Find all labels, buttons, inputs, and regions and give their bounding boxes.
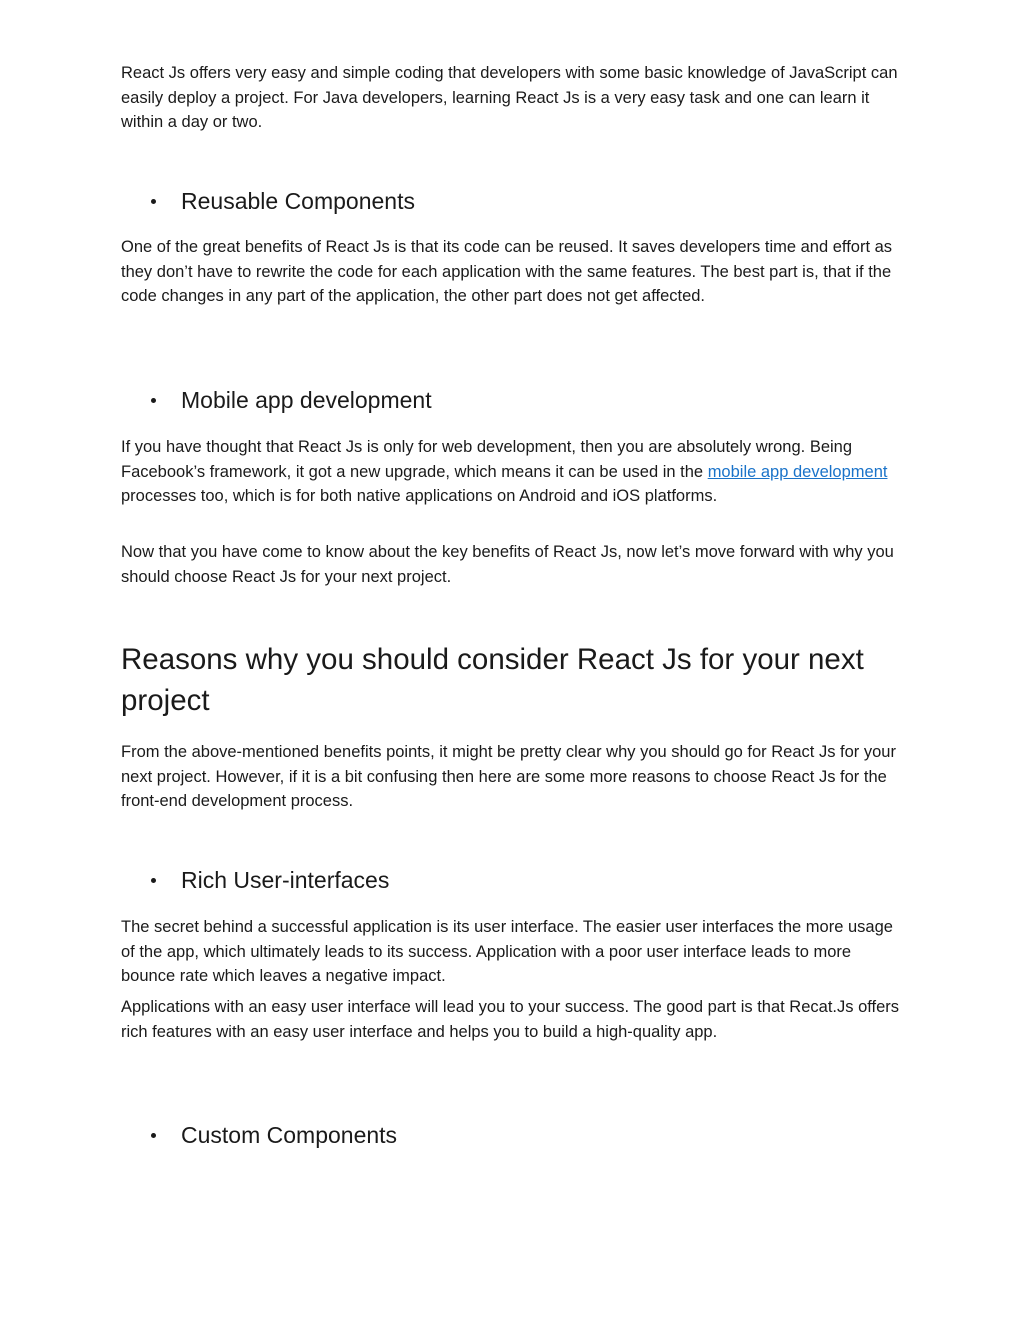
intro-paragraph: React Js offers very easy and simple coding that developers with some basic knowledge of JavaScript can easily deploy a project. For Java developers, learning React Js is a very easy task and one can learn it within a day or two. bbox=[121, 64, 898, 132]
transition-paragraph: Now that you have come to know about the key benefits of React Js, now let’s move forward with why you should choose React Js for your next project. bbox=[121, 543, 894, 586]
mobile-paragraph-text-end: processes too, which is for both native applications on Android and iOS platforms. bbox=[121, 487, 718, 506]
bullet-label: Rich User-interfaces bbox=[181, 867, 390, 893]
reasons-paragraph: From the above-mentioned benefits points, it might be pretty clear why you should go for React Js for your next project. However, if it is a bit confusing then here are some more reasons to choose React Js for the front-end development process. bbox=[121, 743, 896, 811]
bullet-label: Mobile app development bbox=[181, 387, 432, 413]
bullet-dot-icon bbox=[151, 878, 156, 883]
mobile-paragraph bbox=[121, 435, 906, 509]
bullet-label: Reusable Components bbox=[181, 188, 415, 214]
bullet-dot-icon bbox=[151, 1133, 156, 1138]
reusable-paragraph: One of the great benefits of React Js is that its code can be reused. It saves developers time and effort as they don’t have to rewrite the code for each application with the same features. The best part is, that if the code changes in any part of the application, the other part does not get affected. bbox=[121, 238, 893, 306]
bullet-dot-icon bbox=[151, 398, 156, 403]
mobile-app-development-link[interactable]: mobile app development bbox=[707, 462, 888, 481]
section-heading-reasons: Reasons why you should consider React Js for your next project bbox=[121, 643, 864, 717]
rich-ui-paragraph-1: The secret behind a successful application is its user interface. The easier user interfaces the more usage of the app, which ultimately leads to its success. Application with a poor user interface leads to more bounce rate which leaves a negative impact. bbox=[121, 918, 893, 986]
mobile-paragraph-text: If you have thought that React Js is only for web development, then you are absolutely wrong. Being Facebook’s framework, it got a new upgrade, which means it can be used in the bbox=[121, 438, 853, 481]
bullet-label: Custom Components bbox=[181, 1122, 398, 1148]
bullet-dot-icon bbox=[151, 199, 156, 204]
rich-ui-paragraph-2: Applications with an easy user interface will lead you to your success. The good part is that Recat.Js offers rich features with an easy user interface and helps you to build a high-quality app. bbox=[121, 998, 900, 1041]
